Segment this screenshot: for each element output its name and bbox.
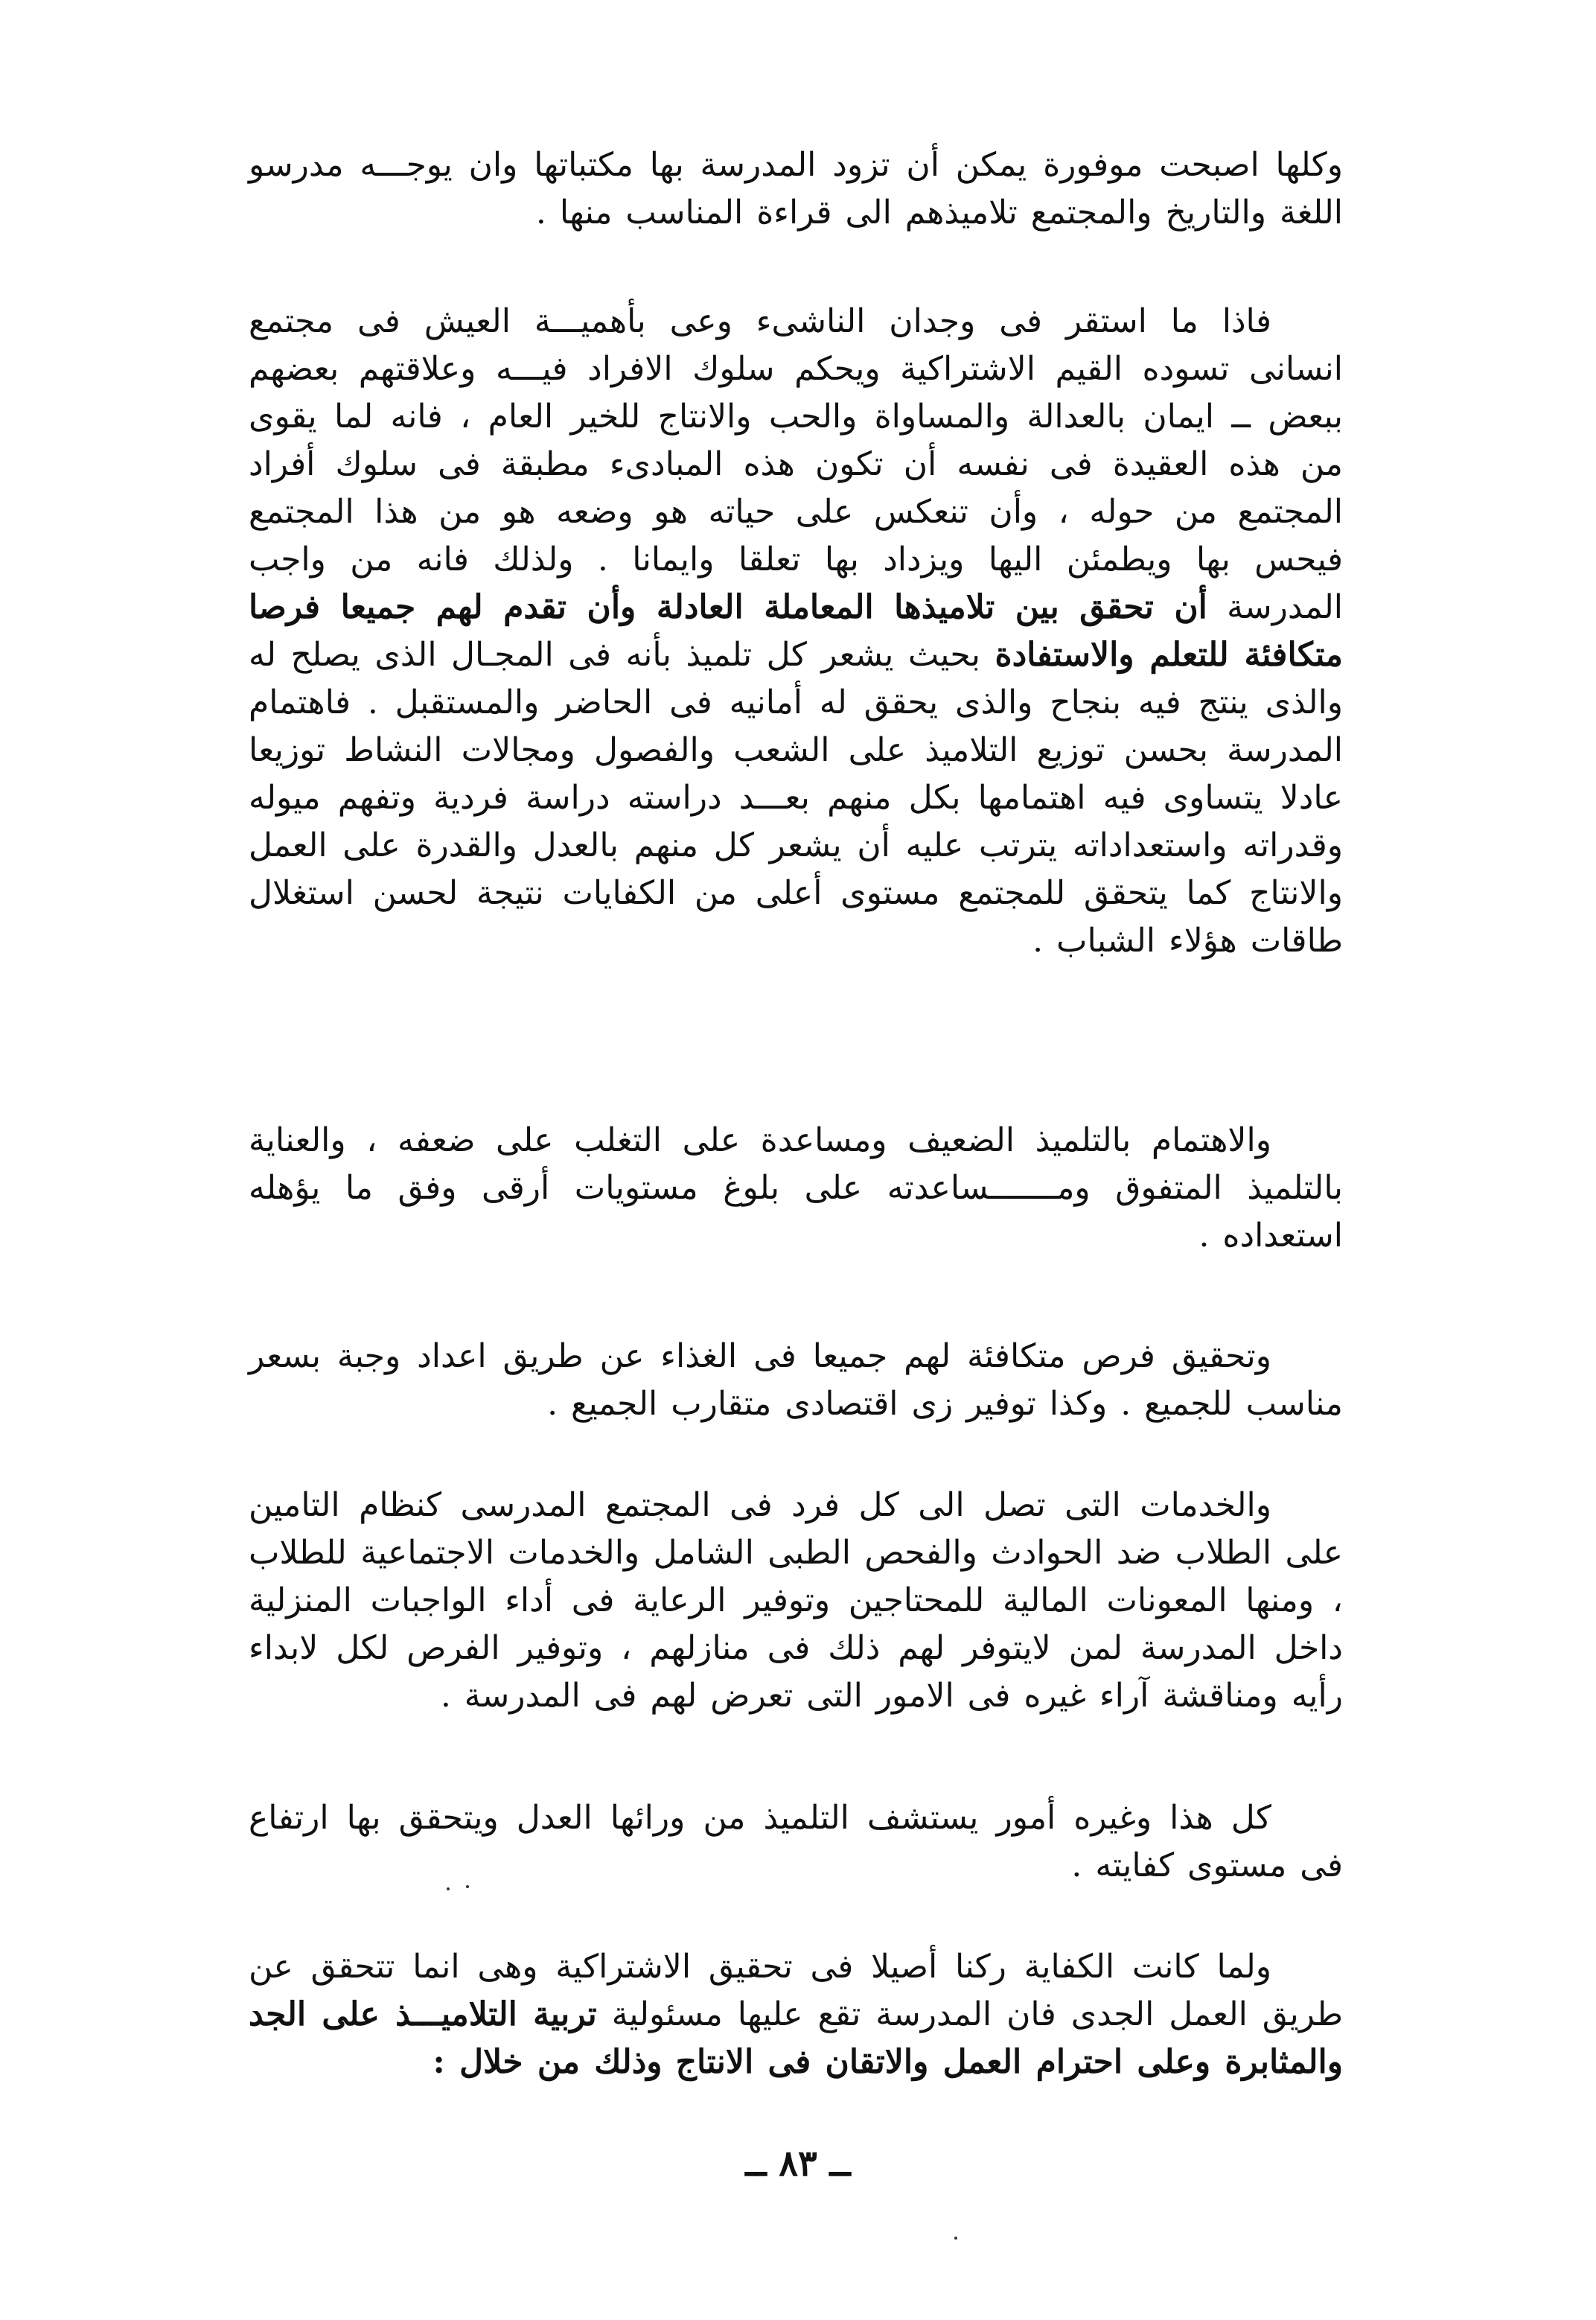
paragraph-7-emphasis: تربية التلاميـــذ على الجد والمثابرة وعلى احترام العمل والاتقان فى الانتاج [249, 1995, 1343, 2081]
paragraph-2 [249, 298, 1343, 965]
scan-speck [954, 2237, 957, 2240]
paragraph-3-text: والاهتمام بالتلميذ الضعيف ومساعدة على التغلب على ضعفه ، والعناية بالتلميذ المتفوق ومـــــــساعدته على بلوغ مستويات أرقى وفق ما يؤهله استعداده . [249, 1121, 1343, 1255]
paragraph-7 [249, 1943, 1343, 2086]
scan-speck [466, 1885, 469, 1888]
paragraph-5-text: والخدمات التى تصل الى كل فرد فى المجتمع المدرسى كنظام التامين على الطلاب ضد الحوادث والفحص الطبى الشامل والخدمات الاجتماعية للطلاب ، ومنها المعونات المالية للمحتاجين وتوفير الرعاية فى أداء الواجبات المنزلية داخل المدرسة لمن لايتوفر لهم ذلك فى منازلهم ، وتوفير الفرص لكل لابداء رأيه ومناقشة آراء غيره فى الامور التى تعرض لهم فى المدرسة . [249, 1486, 1343, 1715]
paragraph-3 [249, 1117, 1343, 1260]
paragraph-4 [249, 1333, 1343, 1428]
paragraph-1-text: وكلها اصبحت موفورة يمكن أن تزود المدرسة بها مكتباتها وان يوجـــه مدرسو اللغة والتاريخ والمجتمع تلاميذهم الى قراءة المناسب منها . [249, 146, 1343, 232]
paragraph-7-continuation: وذلك من خلال : [432, 2043, 663, 2081]
page-number: ــ ٨٣ ــ [745, 2143, 851, 2184]
paragraph-7-text: ولما كانت الكفاية ركنا أصيلا فى تحقيق الاشتراكية وهى انما تتحقق عن طريق العمل الجدى فان المدرسة تقع عليها مسئولية [249, 1948, 1343, 2033]
paragraph-4-text: وتحقيق فرص متكافئة لهم جميعا فى الغذاء عن طريق اعداد وجبة بسعر مناسب للجميع . وكذا توفير زى اقتصادى متقارب الجميع . [249, 1337, 1343, 1423]
paragraph-2-text: فاذا ما استقر فى وجدان الناشىء وعى بأهميـــة العيش فى مجتمع انسانى تسوده القيم الاشتراكية ويحكم سلوك الافراد فيـــه وعلاقتهم بعضهم ببعض ــ ايمان بالعدالة والمساواة والحب والانتاج للخير العام ، فانه لما يقوى من هذه العقيدة فى نفسه أن تكون هذه المبادىء مطبقة فى سلوك أفراد المجتمع من حوله ، وأن تنعكس على حياته هو وضعه هو من هذا المجتمع فيحس بها ويطمئن اليها ويزداد بها تعلقا وايمانا . ولذلك فانه من واجب المدرسة [249, 302, 1343, 626]
paragraph-2-continuation: بحيث يشعر كل تلميذ بأنه فى المجـال الذى يصلح له والذى ينتج فيه بنجاح والذى يحقق له أمانيه فى الحاضر والمستقبل . فاهتمام المدرسة بحسن توزيع التلاميذ على الشعب والفصول ومجالات النشاط توزيعا عادلا يتساوى فيه اهتمامها بكل منهم بعـــد دراسته دراسة فردية وتفهم ميوله وقدراته واستعداداته يترتب عليه أن يشعر كل منهم بالعدل والقدرة على العمل والانتاج كما يتحقق للمجتمع مستوى أعلى من الكفايات نتيجة لحسن استغلال طاقات هؤلاء الشباب . [249, 636, 1343, 960]
paragraph-5 [249, 1482, 1343, 1720]
paragraph-1 [249, 141, 1343, 237]
paragraph-6-text: كل هذا وغيره أمور يستشف التلميذ من ورائها العدل ويتحقق بها ارتفاع فى مستوى كفايته . [249, 1799, 1343, 1884]
paragraph-2-emphasis: أن تحقق بين تلاميذها المعاملة العادلة وأن تقدم لهم جميعا فرصا متكافئة للتعلم والاستفادة [249, 588, 1343, 674]
paragraph-6 [249, 1794, 1343, 1890]
scan-speck [447, 1887, 450, 1890]
